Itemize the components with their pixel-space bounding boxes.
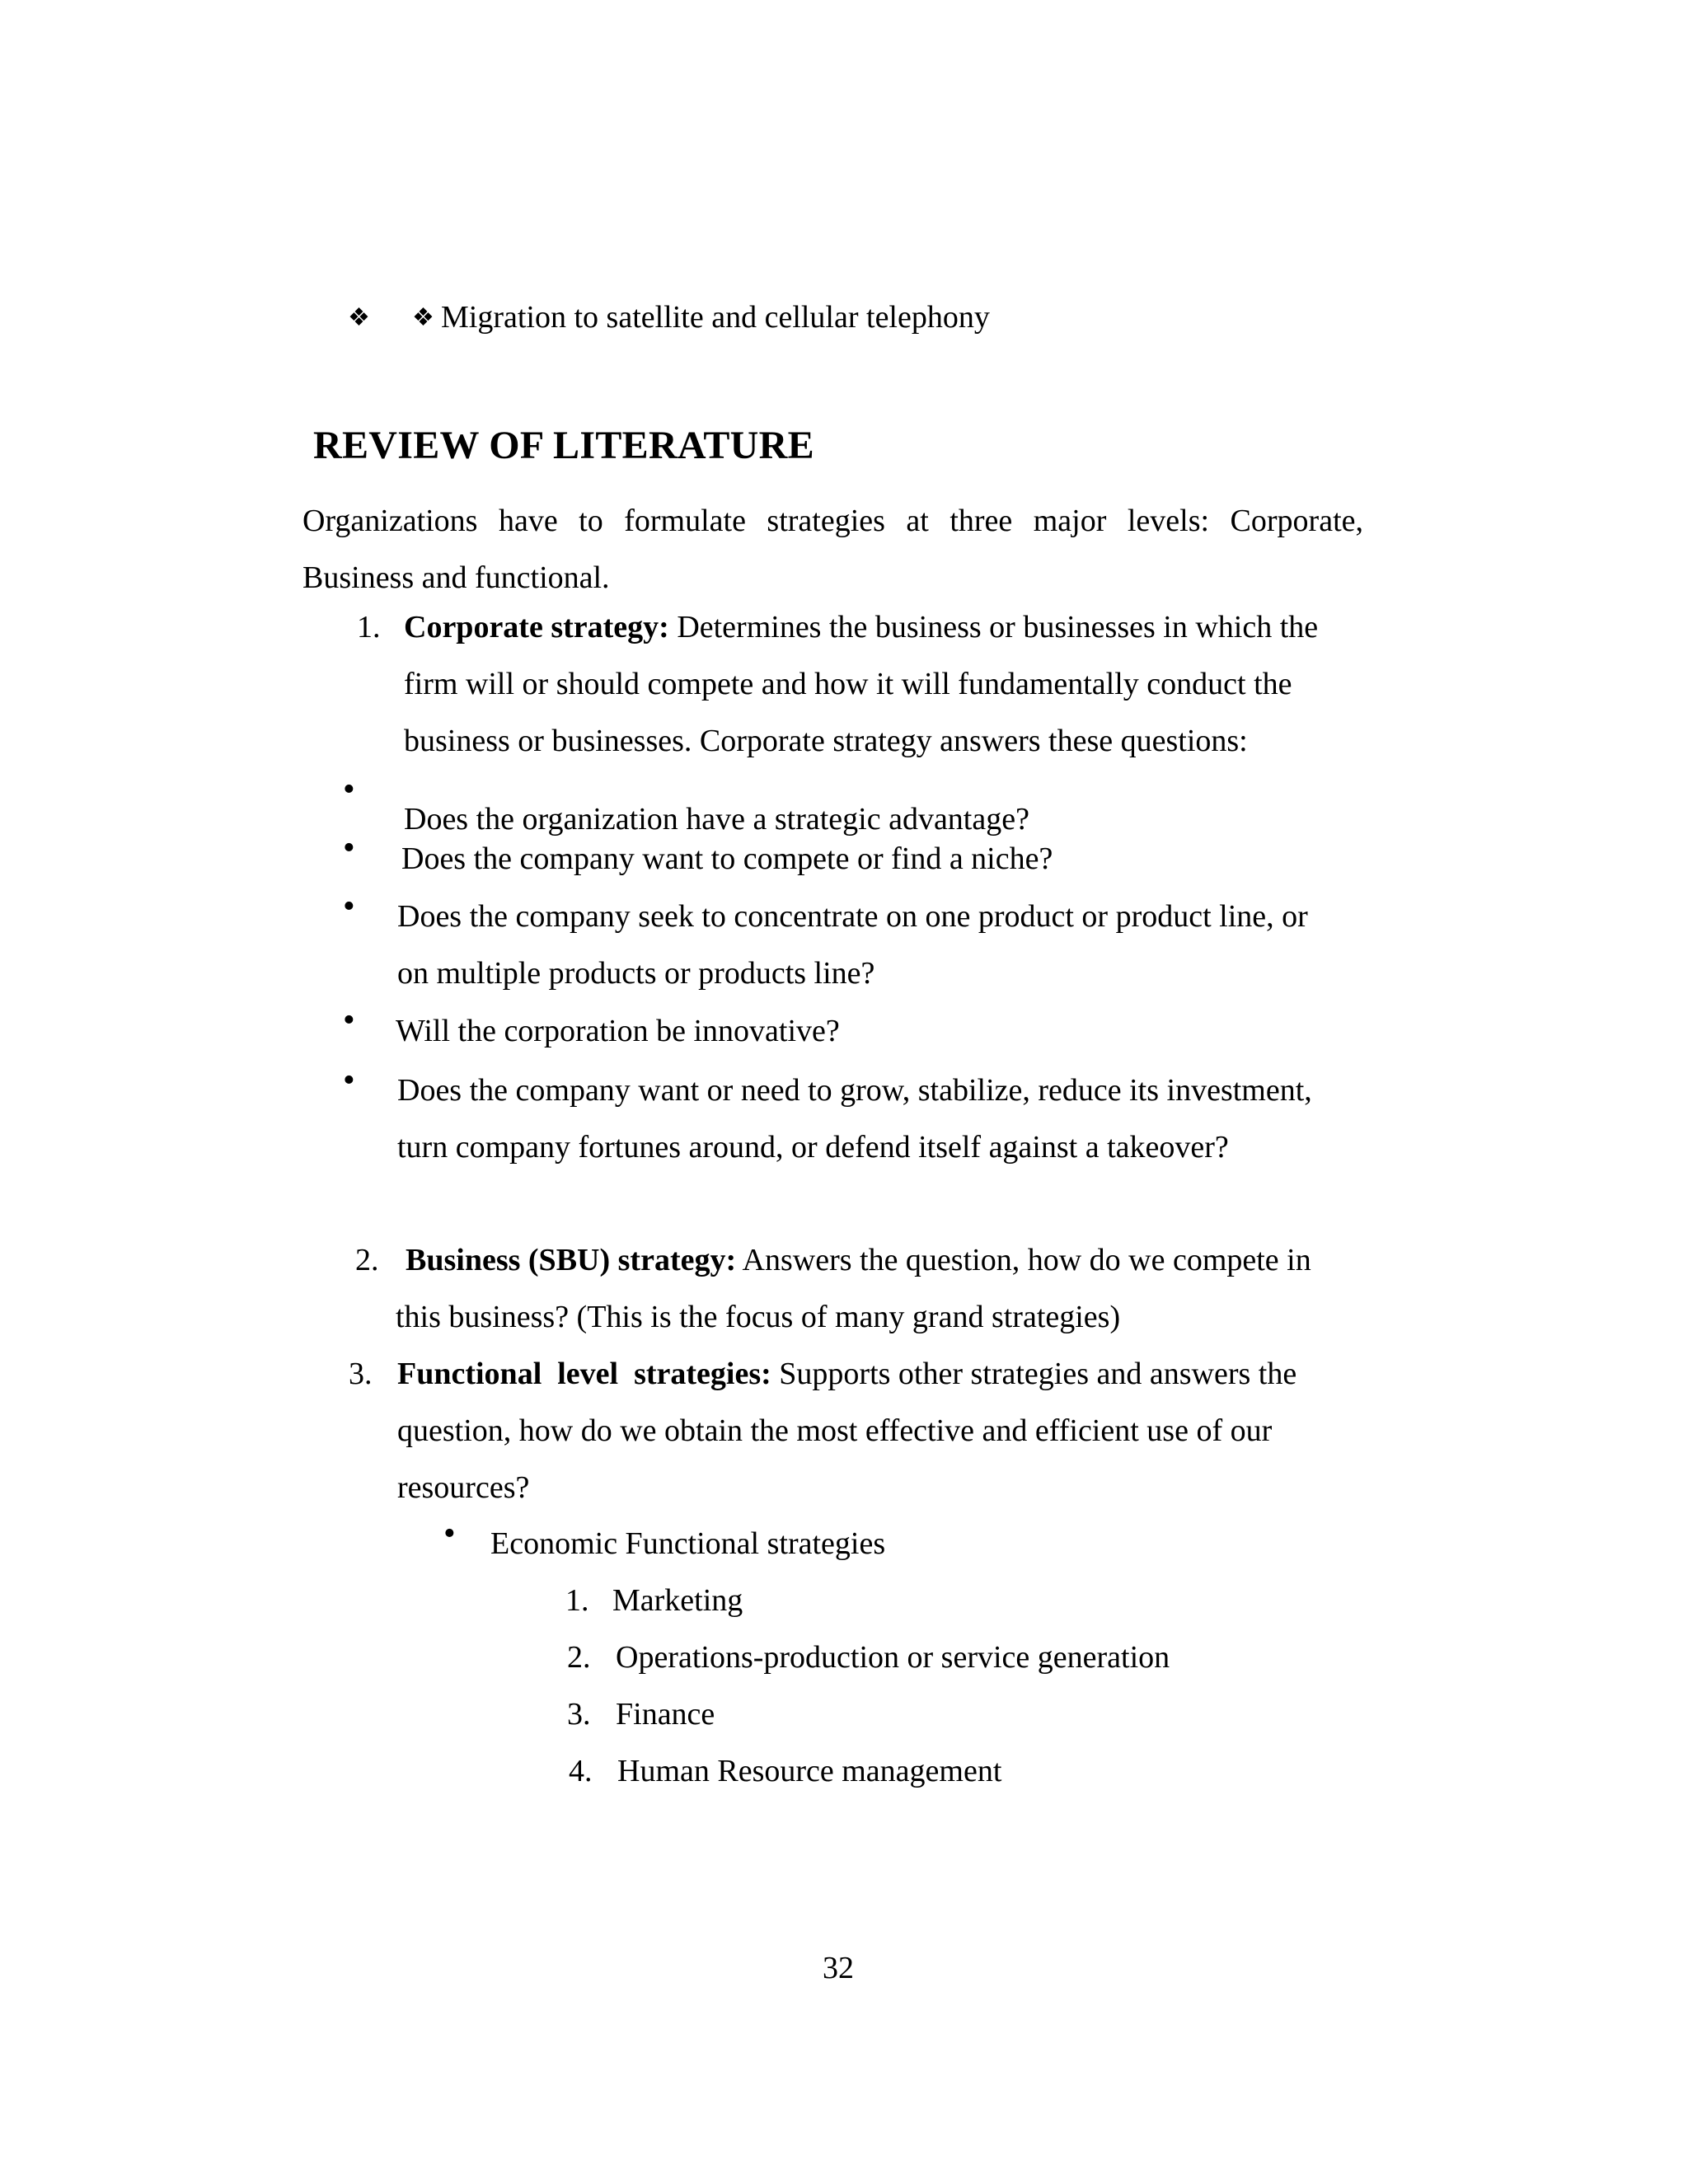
item-text: firm will or should compete and how it will fundamentally conduct the [404, 667, 1292, 701]
sublist-item: Operations-production or service generation [616, 1640, 1170, 1675]
item-number: 1. [357, 610, 381, 644]
intro-bullet-text: Migration to satellite and cellular telephony [441, 300, 990, 335]
bullet-icon: • [443, 1515, 456, 1553]
sublist-number: 1. [565, 1583, 589, 1618]
question-text: Does the company seek to concentrate on one product or product line, or [397, 899, 1308, 934]
question-text: turn company fortunes around, or defend itself against a takeover? [397, 1130, 1229, 1165]
item-text: Answers the question, how do we compete in [742, 1243, 1311, 1277]
economic-label: Economic Functional strategies [490, 1526, 886, 1561]
corporate-strategy-line-1 [404, 608, 1318, 646]
question-text: Will the corporation be innovative? [396, 1014, 840, 1048]
item-title: Business (SBU) strategy: [406, 1243, 737, 1277]
sublist-number: 2. [567, 1640, 591, 1675]
item-text: this business? (This is the focus of many grand strategies) [396, 1300, 1121, 1334]
sublist-item: Finance [616, 1697, 715, 1732]
bullet-icon: • [343, 771, 355, 808]
item-title: Corporate strategy: [404, 610, 669, 644]
bullet-icon: • [343, 888, 355, 926]
question-text: on multiple products or products line? [397, 956, 875, 991]
diamond-bullet-icon: ❖ [348, 304, 370, 331]
bullet-icon: • [343, 1062, 355, 1099]
sublist-number: 3. [567, 1697, 591, 1732]
item-text: Supports other strategies and answers the [779, 1357, 1297, 1391]
diamond-bullet-icon: ❖ [412, 304, 434, 331]
item-number: 2. [355, 1243, 379, 1277]
bullet-icon: • [343, 1001, 355, 1039]
item-text: resources? [397, 1470, 530, 1505]
page-number: 32 [823, 1951, 854, 1985]
section-heading: REVIEW OF LITERATURE [313, 424, 814, 467]
sublist-number: 4. [569, 1754, 593, 1788]
question-text: Does the company want to compete or find a niche? [401, 841, 1053, 876]
functional-strategy-line-1 [397, 1355, 1296, 1393]
sublist-item: Marketing [612, 1583, 743, 1618]
business-strategy-line-1 [406, 1241, 1311, 1279]
intro-paragraph: Organizations have to formulate strategies at three major levels: Corporate, Business and functional. [302, 504, 1363, 595]
question-text: Does the company want or need to grow, stabilize, reduce its investment, [397, 1073, 1312, 1108]
question-text: Does the organization have a strategic advantage? [404, 802, 1029, 837]
item-text: question, how do we obtain the most effective and efficient use of our [397, 1413, 1273, 1448]
item-text: business or businesses. Corporate strategy answers these questions: [404, 724, 1248, 758]
item-text: Determines the business or businesses in which the [677, 610, 1319, 644]
item-title: Functional level strategies: [397, 1357, 771, 1391]
item-number: 3. [349, 1357, 373, 1391]
bullet-icon: • [343, 829, 355, 867]
sublist-item: Human Resource management [617, 1754, 1002, 1788]
